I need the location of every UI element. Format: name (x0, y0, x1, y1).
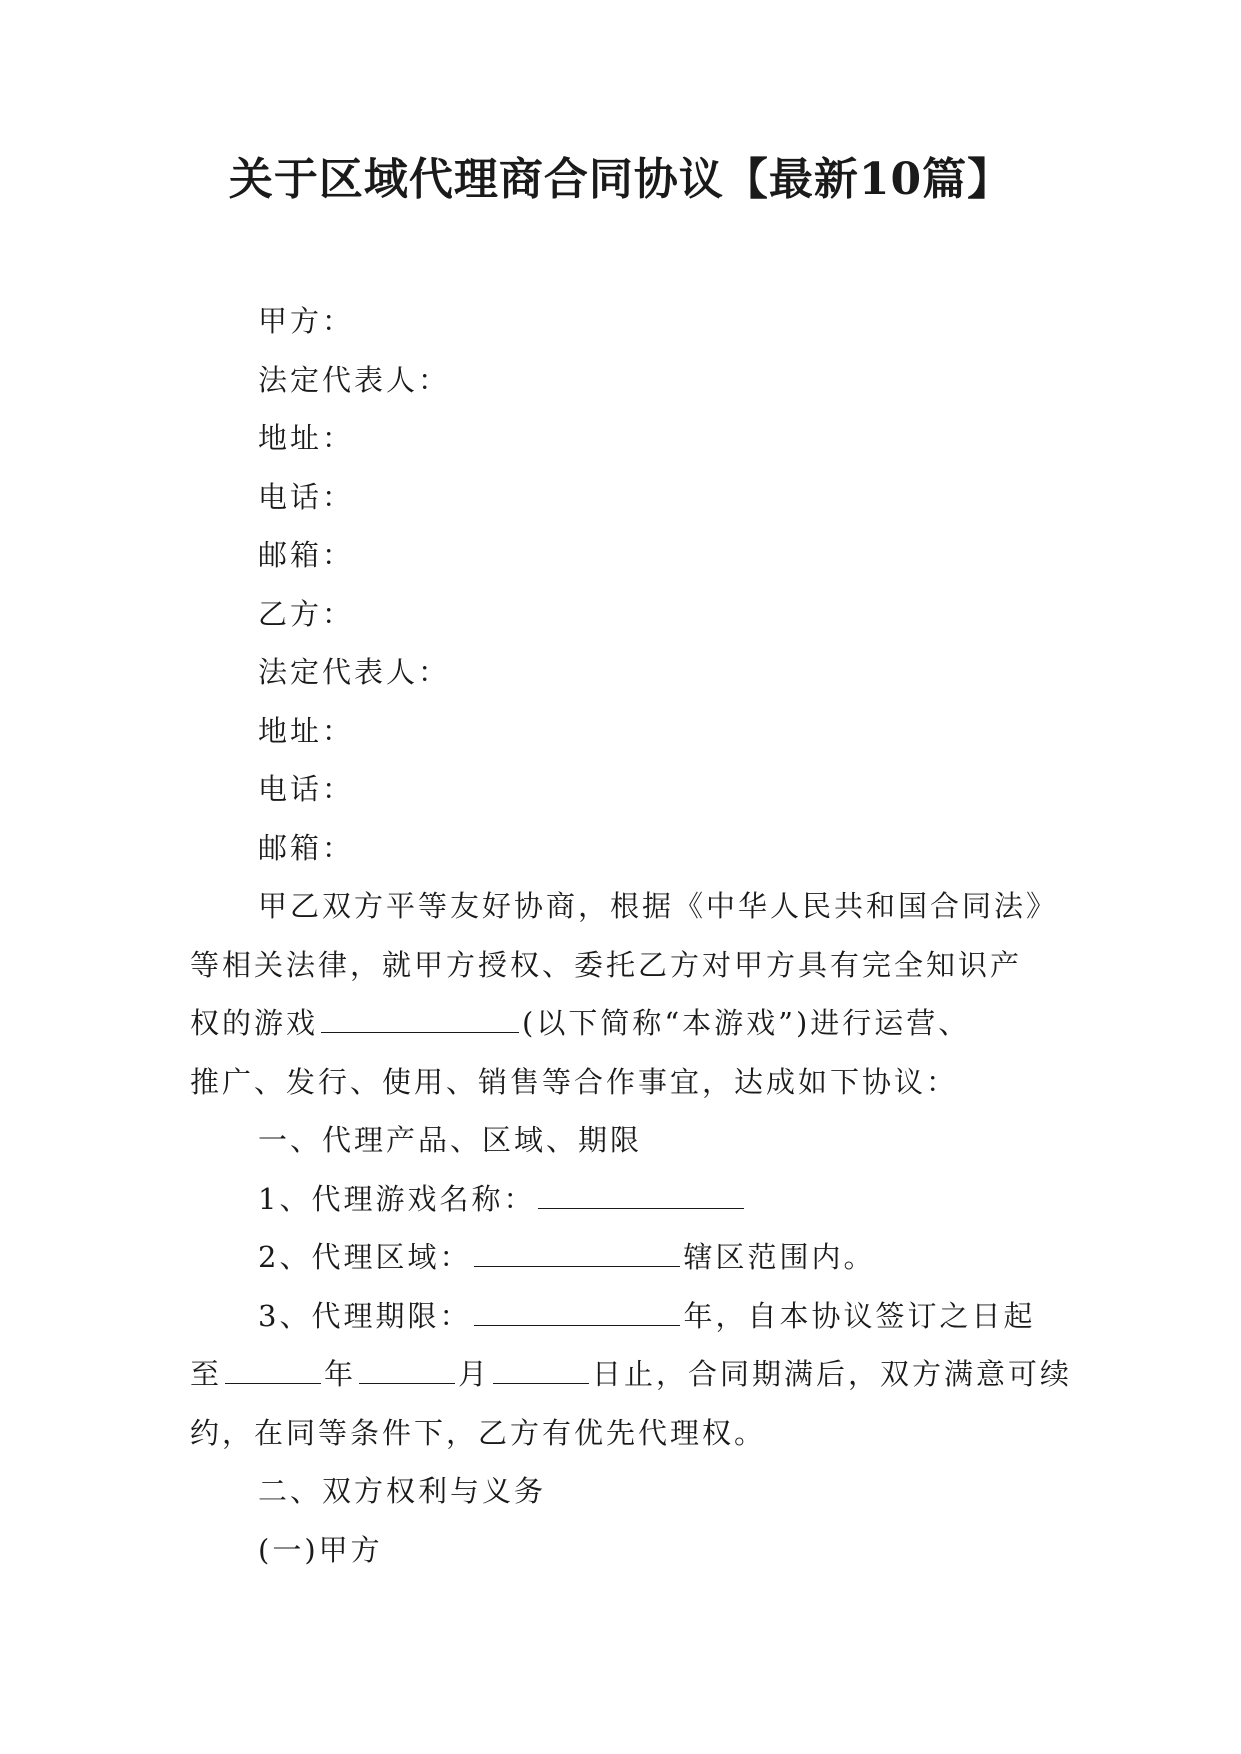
item-1-label: 1、代理游戏名称： (258, 1181, 536, 1216)
intro-line-3 (190, 994, 1056, 1053)
section-1-item-1 (190, 1170, 1056, 1229)
party-a-phone: 电话： (258, 479, 355, 514)
section-1-item-3-line-2 (190, 1345, 1073, 1404)
section-1-item-2 (190, 1228, 1056, 1287)
party-b-label: 乙方： (258, 596, 355, 631)
item-3-to: 至 (190, 1357, 223, 1391)
agent-game-name-blank (538, 1186, 744, 1209)
agent-term-blank (474, 1303, 680, 1326)
agent-region-blank (474, 1244, 680, 1267)
party-b-address: 地址： (258, 713, 355, 748)
intro-line-4: 推广、发行、使用、销售等合作事宜，达成如下协议： (190, 1064, 959, 1099)
party-b-email: 邮箱： (258, 830, 355, 865)
item-3-line-2-suffix: 日止，合同期满后，双方满意可续 (592, 1357, 1073, 1391)
item-3-suffix: 年，自本协议签订之日起 (683, 1298, 1036, 1333)
item-2-suffix: 辖区范围内。 (683, 1240, 876, 1274)
item-3-year: 年 (324, 1357, 357, 1391)
party-a-email: 邮箱： (258, 538, 355, 572)
party-b-phone: 电话： (258, 772, 355, 806)
end-day-blank (493, 1361, 589, 1384)
section-1-heading: 一、代理产品、区域、期限 (258, 1123, 643, 1157)
party-a-rep: 法定代表人： (258, 362, 451, 397)
intro-line-1: 甲乙双方平等友好协商，根据《中华人民共和国合同法》 (258, 889, 1059, 923)
item-3-label: 3、代理期限： (258, 1298, 472, 1333)
section-2-sub-1: (一)甲方 (258, 1532, 383, 1567)
item-3-month: 月 (458, 1357, 491, 1391)
intro-line-3-suffix: (以下简称“本游戏”)进行运营、 (522, 1006, 971, 1040)
party-b-rep: 法定代表人： (258, 655, 451, 689)
item-2-label: 2、代理区域： (258, 1240, 472, 1274)
end-month-blank (359, 1361, 455, 1384)
party-a-address: 地址： (258, 421, 355, 455)
document-body (190, 292, 1073, 1579)
document-title: 关于区域代理商合同协议【最新10篇】 (228, 154, 1013, 205)
section-1-item-3-line-3: 约，在同等条件下，乙方有优先代理权。 (190, 1415, 767, 1450)
section-1-item-3 (190, 1287, 1056, 1346)
intro-line-2: 等相关法律，就甲方授权、委托乙方对甲方具有完全知识产 (190, 947, 1023, 982)
section-2-heading: 二、双方权利与义务 (258, 1474, 547, 1508)
party-a-label: 甲方： (258, 304, 355, 338)
intro-line-3-prefix: 权的游戏 (190, 1006, 319, 1040)
game-name-blank (321, 1010, 519, 1033)
end-year-blank (225, 1361, 321, 1384)
